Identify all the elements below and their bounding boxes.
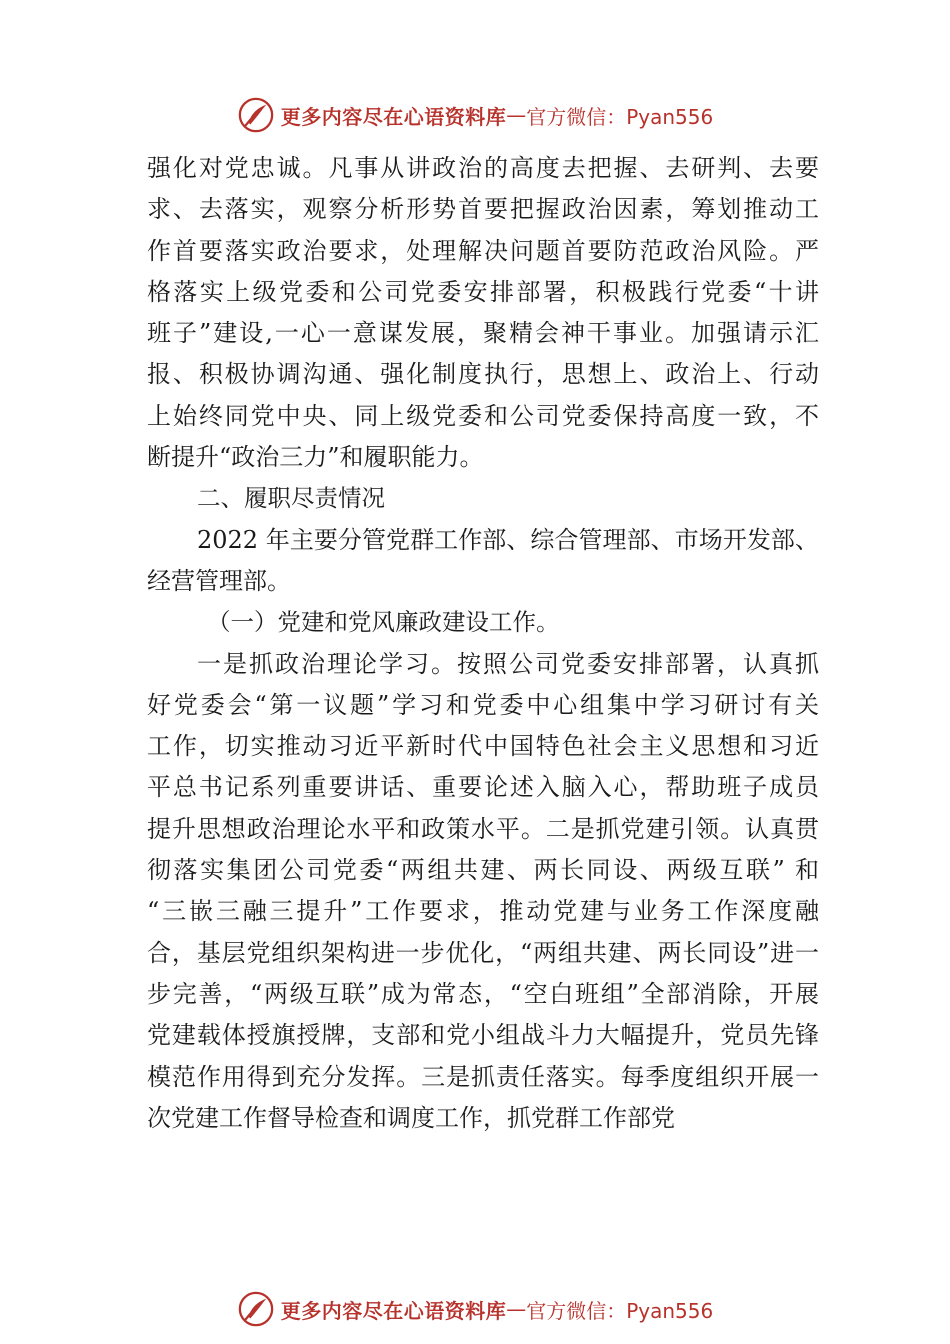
banner-dash: — xyxy=(506,1297,527,1321)
section-heading: 二、履职尽责情况 xyxy=(197,484,385,513)
text-line: “三嵌三融三提升”工作要求，推动党建与业务工作深度融 xyxy=(147,897,819,926)
text-line: 作首要落实政治要求，处理解决问题首要防范政治风险。严 xyxy=(147,236,819,265)
banner-contact: 官方微信：Pyan556 xyxy=(526,104,714,129)
text-line: 模范作用得到充分发挥。三是抓责任落实。每季度组织开展一 xyxy=(147,1062,819,1091)
text-line: 提升思想政治理论水平和政策水平。二是抓党建引领。认真贯 xyxy=(147,814,819,843)
text-line: 经营管理部。 xyxy=(147,566,291,595)
text-line: 一是抓政治理论学习。按照公司党委安排部署，认真抓 xyxy=(197,649,819,678)
banner-contact: 官方微信：Pyan556 xyxy=(526,1298,714,1323)
text-line: 上始终同党中央、同上级党委和公司党委保持高度一致，不 xyxy=(147,401,819,430)
text-line: 合，基层党组织架构进一步优化，“两组共建、两长同设”进一 xyxy=(147,938,819,967)
text-line: 工作，切实推动习近平新时代中国特色社会主义思想和习近 xyxy=(147,732,819,761)
text-line: 格落实上级党委和公司党委安排部署，积极践行党委“十讲 xyxy=(147,277,819,306)
banner-title: 更多内容尽在心语资料库 xyxy=(280,104,507,129)
subsection-heading: （一）党建和党风廉政建设工作。 xyxy=(207,608,560,637)
text-line: 彻落实集团公司党委“两组共建、两长同设、两级互联” 和 xyxy=(147,856,819,885)
text-line: 断提升“政治三力”和履职能力。 xyxy=(147,443,484,472)
banner-title: 更多内容尽在心语资料库 xyxy=(280,1298,507,1323)
footer-banner xyxy=(0,1289,950,1329)
banner-dash: — xyxy=(506,103,527,127)
document-body xyxy=(147,148,819,1139)
text-line: 2022 年主要分管党群工作部、综合管理部、市场开发部、 xyxy=(197,525,819,554)
text-line: 党建载体授旗授牌，支部和党小组战斗力大幅提升，党员先锋 xyxy=(147,1021,819,1050)
text-line: 报、积极协调沟通、强化制度执行，思想上、政治上、行动 xyxy=(147,360,819,389)
text-line: 求、去落实，观察分析形势首要把握政治因素，筹划推动工 xyxy=(147,195,819,224)
header-banner xyxy=(0,95,950,135)
brand-logo-icon xyxy=(237,1290,275,1328)
text-line: 好党委会“第一议题”学习和党委中心组集中学习研讨有关 xyxy=(147,690,819,719)
text-line: 步完善，“两级互联”成为常态，“空白班组”全部消除，开展 xyxy=(147,979,819,1008)
text-line: 班子”建设,一心一意谋发展，聚精会神干事业。加强请示汇 xyxy=(147,319,819,348)
text-line: 强化对党忠诚。凡事从讲政治的高度去把握、去研判、去要 xyxy=(147,154,819,182)
brand-logo-icon xyxy=(237,96,275,134)
text-line: 平总书记系列重要讲话、重要论述入脑入心，帮助班子成员 xyxy=(147,773,819,802)
text-line: 次党建工作督导检查和调度工作，抓党群工作部党 xyxy=(147,1103,675,1132)
